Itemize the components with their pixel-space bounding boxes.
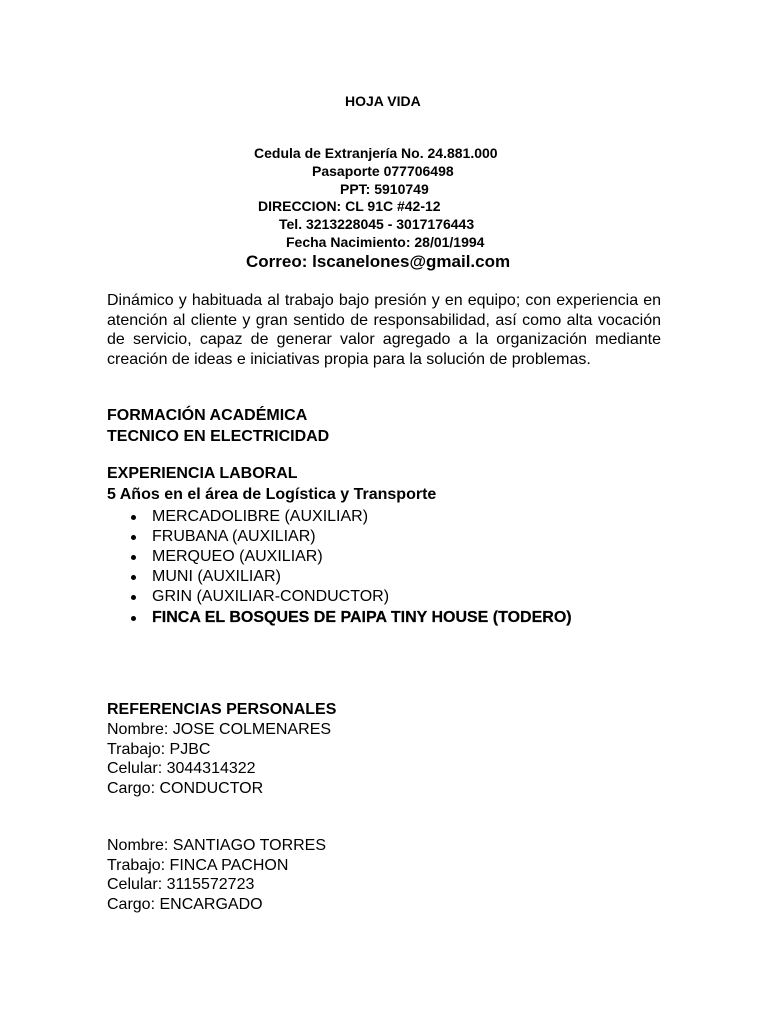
reference-entry — [107, 836, 326, 914]
profile-summary: Dinámico y habituada al trabajo bajo presión y en equipo; con experiencia en atención al cliente y gran sentido de responsabilidad, así como alta vocación de servicio, capaz de generar valor agregado a la organización mediante creación de ideas e iniciativas propia para la solución de problemas. — [107, 292, 661, 368]
bullet-icon — [131, 575, 136, 580]
bullet-icon — [131, 515, 136, 520]
experience-list — [107, 507, 572, 628]
reference-role: Cargo: ENCARGADO — [107, 895, 263, 913]
list-item: MUNI (AUXILIAR) — [107, 567, 572, 587]
references-heading: REFERENCIAS PERSONALES — [107, 701, 337, 718]
ppt-line: PPT: 5910749 — [340, 181, 429, 197]
bullet-icon — [131, 595, 136, 600]
reference-phone: Celular: 3044314322 — [107, 760, 256, 777]
education-heading: FORMACIÓN ACADÉMICA — [107, 407, 308, 424]
bullet-icon — [131, 616, 136, 621]
bullet-icon — [131, 555, 136, 560]
reference-work: Trabajo: FINCA PACHON — [107, 856, 289, 874]
bullet-icon — [131, 535, 136, 540]
list-item: MERCADOLIBRE (AUXILIAR) — [107, 507, 572, 527]
reference-work: Trabajo: PJBC — [107, 740, 211, 758]
list-item: GRIN (AUXILIAR-CONDUCTOR) — [107, 587, 572, 607]
education-degree: TECNICO EN ELECTRICIDAD — [107, 428, 330, 445]
id-line: Cedula de Extranjería No. 24.881.000 — [254, 145, 498, 161]
reference-entry — [107, 720, 331, 798]
experience-heading: EXPERIENCIA LABORAL — [107, 465, 298, 482]
document-title: HOJA VIDA — [345, 93, 421, 109]
list-item: MERQUEO (AUXILIAR) — [107, 547, 572, 567]
reference-name: Nombre: SANTIAGO TORRES — [107, 837, 327, 854]
list-item: FRUBANA (AUXILIAR) — [107, 527, 572, 547]
passport-line: Pasaporte 077706498 — [312, 163, 454, 179]
reference-phone: Celular: 3115572723 — [107, 876, 255, 893]
reference-role: Cargo: CONDUCTOR — [107, 779, 264, 797]
reference-name: Nombre: JOSE COLMENARES — [107, 721, 332, 738]
phone-line: Tel. 3213228045 - 3017176443 — [279, 216, 475, 232]
list-item: FINCA EL BOSQUES DE PAIPA TINY HOUSE (TODERO) — [107, 608, 572, 628]
birth-line: Fecha Nacimiento: 28/01/1994 — [286, 234, 485, 250]
email-line: Correo: lscanelones@gmail.com — [246, 252, 511, 271]
address-line: DIRECCION: CL 91C #42-12 — [258, 198, 441, 214]
experience-subheading: 5 Años en el área de Logística y Transporte — [107, 486, 437, 503]
